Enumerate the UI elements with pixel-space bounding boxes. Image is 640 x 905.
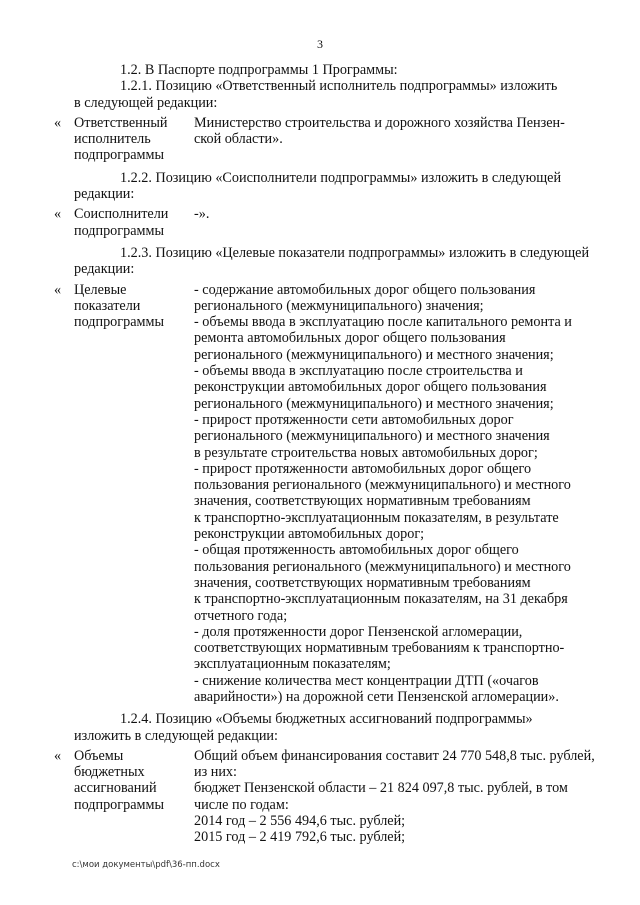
label-line: Объемы [74, 747, 124, 764]
value-line: бюджет Пензенской области – 21 824 097,8 тыс. рублей, в том [194, 780, 568, 797]
file-path-footer: c:\мои документы\pdf\36-пп.docx [72, 860, 220, 870]
label-line: бюджетных [74, 764, 145, 781]
section-1-2-4-continuation: изложить в следующей редакции: [74, 727, 278, 744]
passport-row-targets [54, 281, 598, 706]
page-number: 3 [317, 37, 323, 51]
label-line: ассигнований [74, 780, 157, 797]
value-line: пользования регионального (межмуниципального) и местного [194, 558, 571, 575]
label-line: Целевые [74, 281, 127, 298]
value-line: - объемы ввода в эксплуатацию после капитального ремонта и [194, 314, 572, 331]
value-line: регионального (межмуниципального) значения; [194, 297, 484, 314]
label-line: исполнитель [74, 131, 151, 148]
value-line: регионального (межмуниципального) и местного значения; [194, 346, 554, 363]
value-line: ской области». [194, 131, 283, 148]
document-body [54, 62, 598, 852]
row-label [74, 206, 194, 239]
value-line: эксплуатационным показателям; [194, 656, 391, 673]
row-value [194, 206, 598, 239]
value-line: 2015 год – 2 419 792,6 тыс. рублей; [194, 829, 406, 846]
value-line: аварийности») на дорожной сети Пензенской агломерации». [194, 688, 559, 705]
section-1-2-heading: 1.2. В Паспорте подпрограммы 1 Программы: [120, 62, 398, 78]
label-line: Соисполнители [74, 206, 169, 223]
row-label [74, 115, 194, 164]
value-line: ремонта автомобильных дорог общего пользования [194, 330, 506, 347]
section-1-2-2-text: 1.2.2. Позицию «Соисполнители подпрограммы» изложить в следующей [120, 169, 562, 186]
label-line: подпрограммы [74, 796, 164, 813]
value-line: в результате строительства новых автомобильных дорог; [194, 444, 538, 461]
value-line: - объемы ввода в эксплуатацию после строительства и [194, 363, 523, 380]
value-line: реконструкции автомобильных дорог; [194, 526, 425, 543]
label-line: подпрограммы [74, 314, 164, 331]
row-value [194, 115, 598, 164]
value-line: Министерство строительства и дорожного хозяйства Пензен- [194, 114, 565, 131]
section-1-2-1-continuation: в следующей редакции: [74, 94, 218, 111]
passport-row-budget [54, 747, 598, 846]
section-1-2-1-text: 1.2.1. Позицию «Ответственный исполнитель подпрограммы» изложить [120, 78, 558, 95]
section-1-2-3-continuation: редакции: [74, 261, 135, 278]
value-line: - прирост протяженности сети автомобильных дорог [194, 411, 514, 428]
label-line: показатели [74, 297, 141, 314]
section-1-2-2-continuation: редакции: [74, 186, 135, 203]
row-value [194, 748, 598, 846]
value-line: - содержание автомобильных дорог общего пользования [194, 281, 536, 298]
passport-row-coexecutors [54, 206, 598, 239]
label-line: подпрограммы [74, 222, 164, 239]
value-line: - общая протяженность автомобильных дорог общего [194, 542, 519, 559]
value-line: регионального (межмуниципального) и местного значения; [194, 395, 554, 412]
value-line: 2014 год – 2 556 494,6 тыс. рублей; [194, 813, 406, 830]
label-line: подпрограммы [74, 147, 164, 164]
value-line: Общий объем финансирования составит 24 770 548,8 тыс. рублей, [194, 747, 595, 764]
open-quote: « [54, 281, 62, 298]
value-line: регионального (межмуниципального) и местного значения [194, 428, 550, 445]
section-1-2-3-text: 1.2.3. Позицию «Целевые показатели подпрограммы» изложить в следующей [120, 244, 590, 261]
label-line: Ответственный [74, 114, 168, 131]
value-line: - снижение количества мест концентрации ДТП («очагов [194, 672, 539, 689]
value-line: к транспортно-эксплуатационным показателям, в результате [194, 509, 559, 526]
row-label [74, 748, 194, 846]
value-line: отчетного года; [194, 607, 288, 624]
value-line: реконструкции автомобильных дорог общего пользования [194, 379, 547, 396]
value-line: из них: [194, 764, 237, 781]
value-line: числе по годам: [194, 796, 289, 813]
passport-row-responsible [54, 114, 598, 164]
value-line: к транспортно-эксплуатационным показателям, на 31 декабря [194, 591, 568, 608]
value-line: -». [194, 206, 210, 223]
section-1-2-4-text: 1.2.4. Позицию «Объемы бюджетных ассигнований подпрограммы» [120, 711, 533, 728]
open-quote: « [54, 114, 62, 131]
open-quote: « [54, 206, 62, 223]
value-line: значения, соответствующих нормативным требованиям [194, 493, 531, 510]
value-line: - доля протяженности дорог Пензенской агломерации, [194, 623, 523, 640]
value-line: значения, соответствующих нормативным требованиям [194, 574, 531, 591]
row-value [194, 282, 598, 706]
value-line: - прирост протяженности автомобильных дорог общего [194, 460, 532, 477]
value-line: пользования регионального (межмуниципального) и местного [194, 477, 571, 494]
open-quote: « [54, 747, 62, 764]
value-line: соответствующих нормативным требованиям к транспортно- [194, 640, 565, 657]
row-label [74, 282, 194, 706]
